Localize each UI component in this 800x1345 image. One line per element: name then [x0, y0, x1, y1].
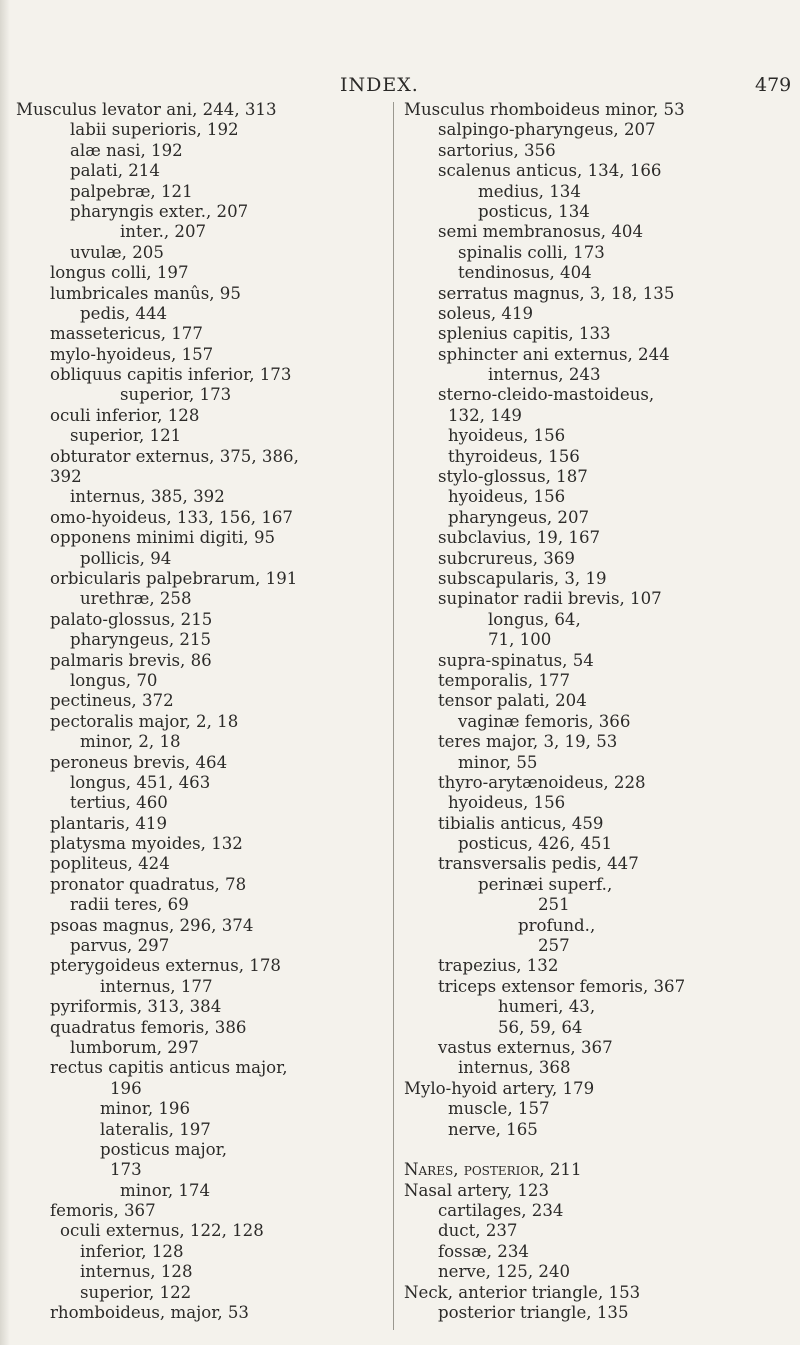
index-entry: muscle, 157 [448, 1099, 550, 1119]
index-entry: sartorius, 356 [438, 140, 556, 160]
index-entry: longus, 451, 463 [70, 772, 211, 792]
index-entry: pyriformis, 313, 384 [50, 997, 222, 1017]
index-entry: tensor palati, 204 [438, 691, 587, 711]
index-entry: duct, 237 [438, 1221, 518, 1241]
index-entry: peroneus brevis, 464 [50, 752, 228, 772]
index-entry: 71, 100 [488, 630, 552, 650]
index-entry: fossæ, 234 [438, 1241, 529, 1261]
index-entry: opponens minimi digiti, 95 [50, 528, 276, 548]
index-entry: posterior triangle, 135 [438, 1303, 629, 1323]
index-entry: superior, 122 [80, 1282, 192, 1302]
index-entry: minor, 196 [100, 1099, 191, 1119]
index-entry: pterygoideus externus, 178 [50, 956, 281, 976]
index-entry: pharyngeus, 207 [448, 507, 590, 527]
index-entry: perinæi superf., [478, 874, 613, 894]
index-entry: posticus, 426, 451 [458, 834, 613, 854]
index-entry: palmaris brevis, 86 [50, 650, 212, 670]
page-spine-shadow [0, 0, 10, 1345]
index-entry: profund., [518, 915, 596, 935]
index-entry: vaginæ femoris, 366 [458, 711, 631, 731]
index-entry: cartilages, 234 [438, 1201, 564, 1221]
index-entry [404, 1140, 788, 1160]
index-entry: sphincter ani externus, 244 [438, 344, 670, 364]
index-entry: humeri, 43, [498, 997, 596, 1017]
index-entry: lumbricales manûs, 95 [50, 283, 241, 303]
index-entry: subscapularis, 3, 19 [438, 568, 607, 588]
index-entry: tibialis anticus, 459 [438, 813, 604, 833]
index-entry: oculi inferior, 128 [50, 405, 200, 425]
index-entry: lumborum, 297 [70, 1037, 199, 1057]
index-entry: pronator quadratus, 78 [50, 874, 247, 894]
index-entry: nerve, 165 [448, 1119, 538, 1139]
index-entry: tertius, 460 [70, 793, 168, 813]
index-entry: mylo-hyoideus, 157 [50, 344, 214, 364]
index-entry: 173 [110, 1160, 142, 1180]
index-entry: 196 [110, 1078, 142, 1098]
index-entry: tendinosus, 404 [458, 263, 592, 283]
index-entry: posticus, 134 [478, 201, 590, 221]
index-entry: omo-hyoideus, 133, 156, 167 [50, 507, 293, 527]
index-entry: plantaris, 419 [50, 813, 168, 833]
index-entry: obliquus capitis inferior, 173 [50, 365, 292, 385]
index-entry: temporalis, 177 [438, 670, 571, 690]
index-entry: thyroideus, 156 [448, 446, 580, 466]
index-entry: 392 [50, 467, 82, 487]
index-entry: Musculus rhomboideus minor, 53 [404, 100, 685, 119]
index-entry: hyoideus, 156 [448, 793, 566, 813]
index-entry: vastus externus, 367 [438, 1037, 613, 1057]
index-entry: palpebræ, 121 [70, 181, 193, 201]
index-entry: platysma myoides, 132 [50, 834, 243, 854]
index-entry: urethræ, 258 [80, 589, 192, 609]
index-entry: medius, 134 [478, 181, 581, 201]
index-entry: 132, 149 [448, 405, 522, 425]
index-entry: pollicis, 94 [80, 548, 172, 568]
index-entry: serratus magnus, 3, 18, 135 [438, 283, 675, 303]
index-entry: rhomboideus, major, 53 [50, 1303, 249, 1323]
index-entry: Nares, posterior, 211 [404, 1160, 582, 1180]
index-entry: internus, 368 [458, 1058, 571, 1078]
index-entry: femoris, 367 [50, 1201, 156, 1221]
index-entry: supinator radii brevis, 107 [438, 589, 662, 609]
index-entry: salpingo-pharyngeus, 207 [438, 120, 656, 140]
index-entry: obturator externus, 375, 386, [50, 446, 299, 466]
index-entry: palati, 214 [70, 161, 160, 181]
index-entry: transversalis pedis, 447 [438, 854, 639, 874]
index-entry: teres major, 3, 19, 53 [438, 732, 618, 752]
index-entry: internus, 177 [100, 976, 213, 996]
index-entry: hyoideus, 156 [448, 426, 566, 446]
index-entry: alæ nasi, 192 [70, 140, 183, 160]
index-entry: posticus major, [100, 1139, 228, 1159]
index-entry: internus, 243 [488, 365, 601, 385]
index-entry: pectoralis major, 2, 18 [50, 711, 239, 731]
index-entry: orbicularis palpebrarum, 191 [50, 568, 298, 588]
index-entry: stylo-glossus, 187 [438, 467, 588, 487]
index-entry: radii teres, 69 [70, 895, 189, 915]
index-entry: thyro-arytænoideus, 228 [438, 772, 646, 792]
index-entry: trapezius, 132 [438, 956, 559, 976]
index-entry: inter., 207 [120, 222, 207, 242]
index-entry: nerve, 125, 240 [438, 1262, 571, 1282]
running-title: INDEX. [340, 74, 419, 96]
index-entry: superior, 121 [70, 426, 182, 446]
index-entry: longus, 64, [488, 609, 581, 629]
index-entry: 257 [538, 936, 570, 956]
column-divider [393, 102, 394, 1330]
index-entry: minor, 55 [458, 752, 538, 772]
index-entry: hyoideus, 156 [448, 487, 566, 507]
index-entry: soleus, 419 [438, 303, 534, 323]
index-entry: pharyngeus, 215 [70, 630, 212, 650]
index-entry: palato-glossus, 215 [50, 609, 213, 629]
index-entry: Neck, anterior triangle, 153 [404, 1282, 641, 1302]
page-number: 479 [755, 74, 792, 96]
index-entry: 251 [538, 895, 570, 915]
index-entry: longus, 70 [70, 670, 158, 690]
index-entry: lateralis, 197 [100, 1119, 211, 1139]
index-entry: inferior, 128 [80, 1241, 184, 1261]
index-entry: pharyngis exter., 207 [70, 201, 249, 221]
index-entry: semi membranosus, 404 [438, 222, 644, 242]
index-entry: uvulæ, 205 [70, 242, 164, 262]
index-entry: internus, 128 [80, 1262, 193, 1282]
index-entry: parvus, 297 [70, 936, 170, 956]
index-entry: labii superioris, 192 [70, 120, 239, 140]
index-entry: sterno-cleido-mastoideus, [438, 385, 655, 405]
index-entry: subcrureus, 369 [438, 548, 575, 568]
index-entry: longus colli, 197 [50, 263, 189, 283]
index-entry: spinalis colli, 173 [458, 242, 605, 262]
index-entry: pedis, 444 [80, 303, 168, 323]
index-entry: subclavius, 19, 167 [438, 528, 601, 548]
index-column-right [404, 100, 788, 1323]
index-entry: 56, 59, 64 [498, 1017, 583, 1037]
index-entry: triceps extensor femoris, 367 [438, 976, 686, 996]
index-entry: oculi externus, 122, 128 [60, 1221, 264, 1241]
index-entry: internus, 385, 392 [70, 487, 225, 507]
index-entry: massetericus, 177 [50, 324, 203, 344]
index-entry: minor, 174 [120, 1180, 211, 1200]
index-entry: supra-spinatus, 54 [438, 650, 594, 670]
index-entry: psoas magnus, 296, 374 [50, 915, 254, 935]
index-entry: popliteus, 424 [50, 854, 170, 874]
index-entry: pectineus, 372 [50, 691, 174, 711]
index-entry: scalenus anticus, 134, 166 [438, 161, 662, 181]
index-entry: superior, 173 [120, 385, 232, 405]
index-entry: rectus capitis anticus major, [50, 1058, 288, 1078]
index-entry: Mylo-hyoid artery, 179 [404, 1078, 595, 1098]
index-column-left [16, 100, 386, 1323]
index-entry: minor, 2, 18 [80, 732, 181, 752]
index-entry: quadratus femoris, 386 [50, 1017, 247, 1037]
index-entry: Nasal artery, 123 [404, 1180, 550, 1200]
index-entry: splenius capitis, 133 [438, 324, 611, 344]
index-entry: Musculus levator ani, 244, 313 [16, 100, 277, 119]
